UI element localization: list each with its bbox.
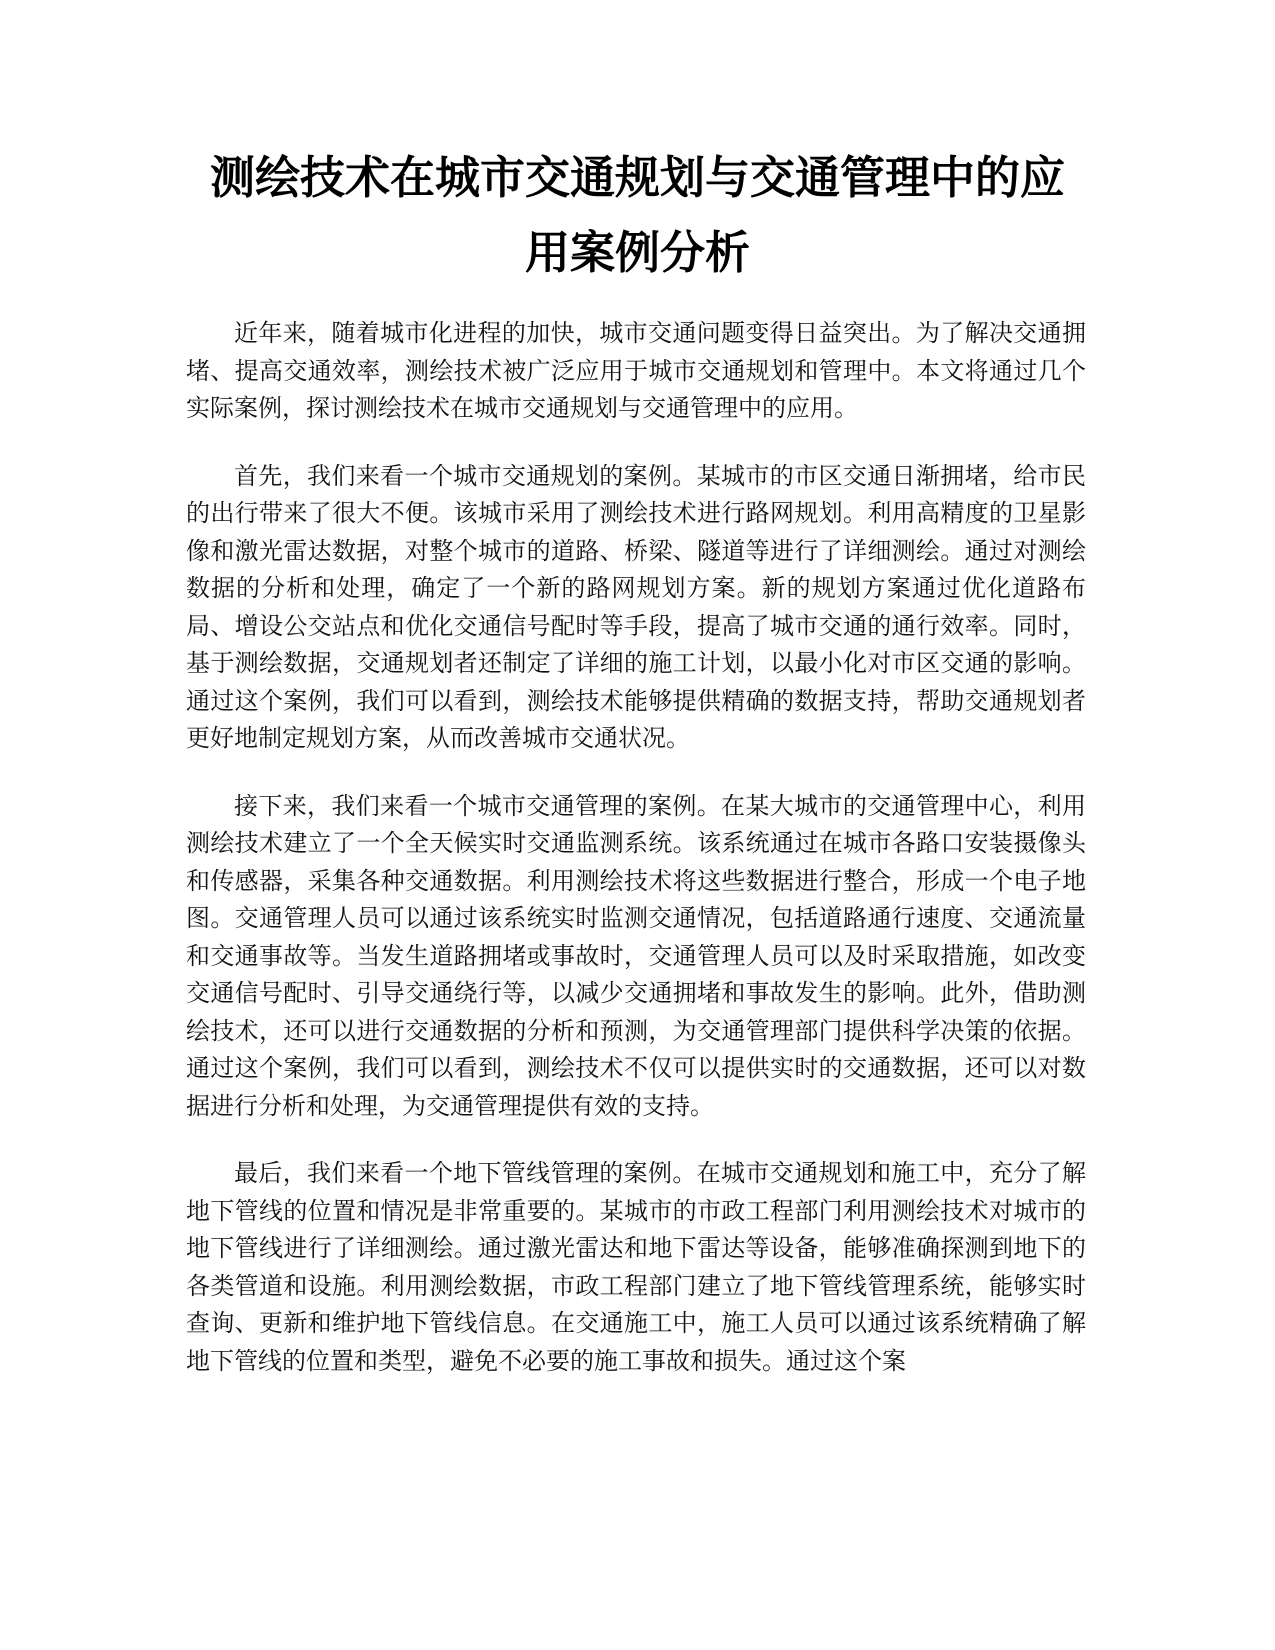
paragraph-underground-pipeline-case: 最后，我们来看一个地下管线管理的案例。在城市交通规划和施工中，充分了解地下管线的位置和情况是非常重要的。某城市的市政工程部门利用测绘技术对城市的地下管线进行了详细测绘。通过激光雷达和地下雷达等设备，能够准确探测到地下的各类管道和设施。利用测绘数据，市政工程部门建立了地下管线管理系统，能够实时查询、更新和维护地下管线信息。在交通施工中，施工人员可以通过该系统精确了解地下管线的位置和类型，避免不必要的施工事故和损失。通过这个案 xyxy=(186,1159,1086,1375)
paragraph-intro: 近年来，随着城市化进程的加快，城市交通问题变得日益突出。为了解决交通拥堵、提高交通效率，测绘技术被广泛应用于城市交通规划和管理中。本文将通过几个实际案例，探讨测绘技术在城市交通规划与交通管理中的应用。 xyxy=(186,319,1086,422)
document-body xyxy=(186,315,1086,1410)
document-title: 测绘技术在城市交通规划与交通管理中的应 用案例分析 xyxy=(209,151,1065,279)
paragraph-traffic-planning-case: 首先，我们来看一个城市交通规划的案例。某城市的市区交通日渐拥堵，给市民的出行带来了很大不便。该城市采用了测绘技术进行路网规划。利用高精度的卫星影像和激光雷达数据，对整个城市的道路、桥梁、隧道等进行了详细测绘。通过对测绘数据的分析和处理，确定了一个新的路网规划方案。新的规划方案通过优化道路布局、增设公交站点和优化交通信号配时等手段，提高了城市交通的通行效率。同时，基于测绘数据，交通规划者还制定了详细的施工计划，以最小化对市区交通的影响。通过这个案例，我们可以看到，测绘技术能够提供精确的数据支持，帮助交通规划者更好地制定规划方案，从而改善城市交通状况。 xyxy=(186,461,1086,752)
paragraph-traffic-management-case: 接下来，我们来看一个城市交通管理的案例。在某大城市的交通管理中心，利用测绘技术建立了一个全天候实时交通监测系统。该系统通过在城市各路口安装摄像头和传感器，采集各种交通数据。利用测绘技术将这些数据进行整合，形成一个电子地图。交通管理人员可以通过该系统实时监测交通情况，包括道路通行速度、交通流量和交通事故等。当发生道路拥堵或事故时，交通管理人员可以及时采取措施，如改变交通信号配时、引导交通绕行等，以减少交通拥堵和事故发生的影响。此外，借助测绘技术，还可以进行交通数据的分析和预测，为交通管理部门提供科学决策的依据。通过这个案例，我们可以看到，测绘技术不仅可以提供实时的交通数据，还可以对数据进行分析和处理，为交通管理提供有效的支持。 xyxy=(186,791,1086,1120)
